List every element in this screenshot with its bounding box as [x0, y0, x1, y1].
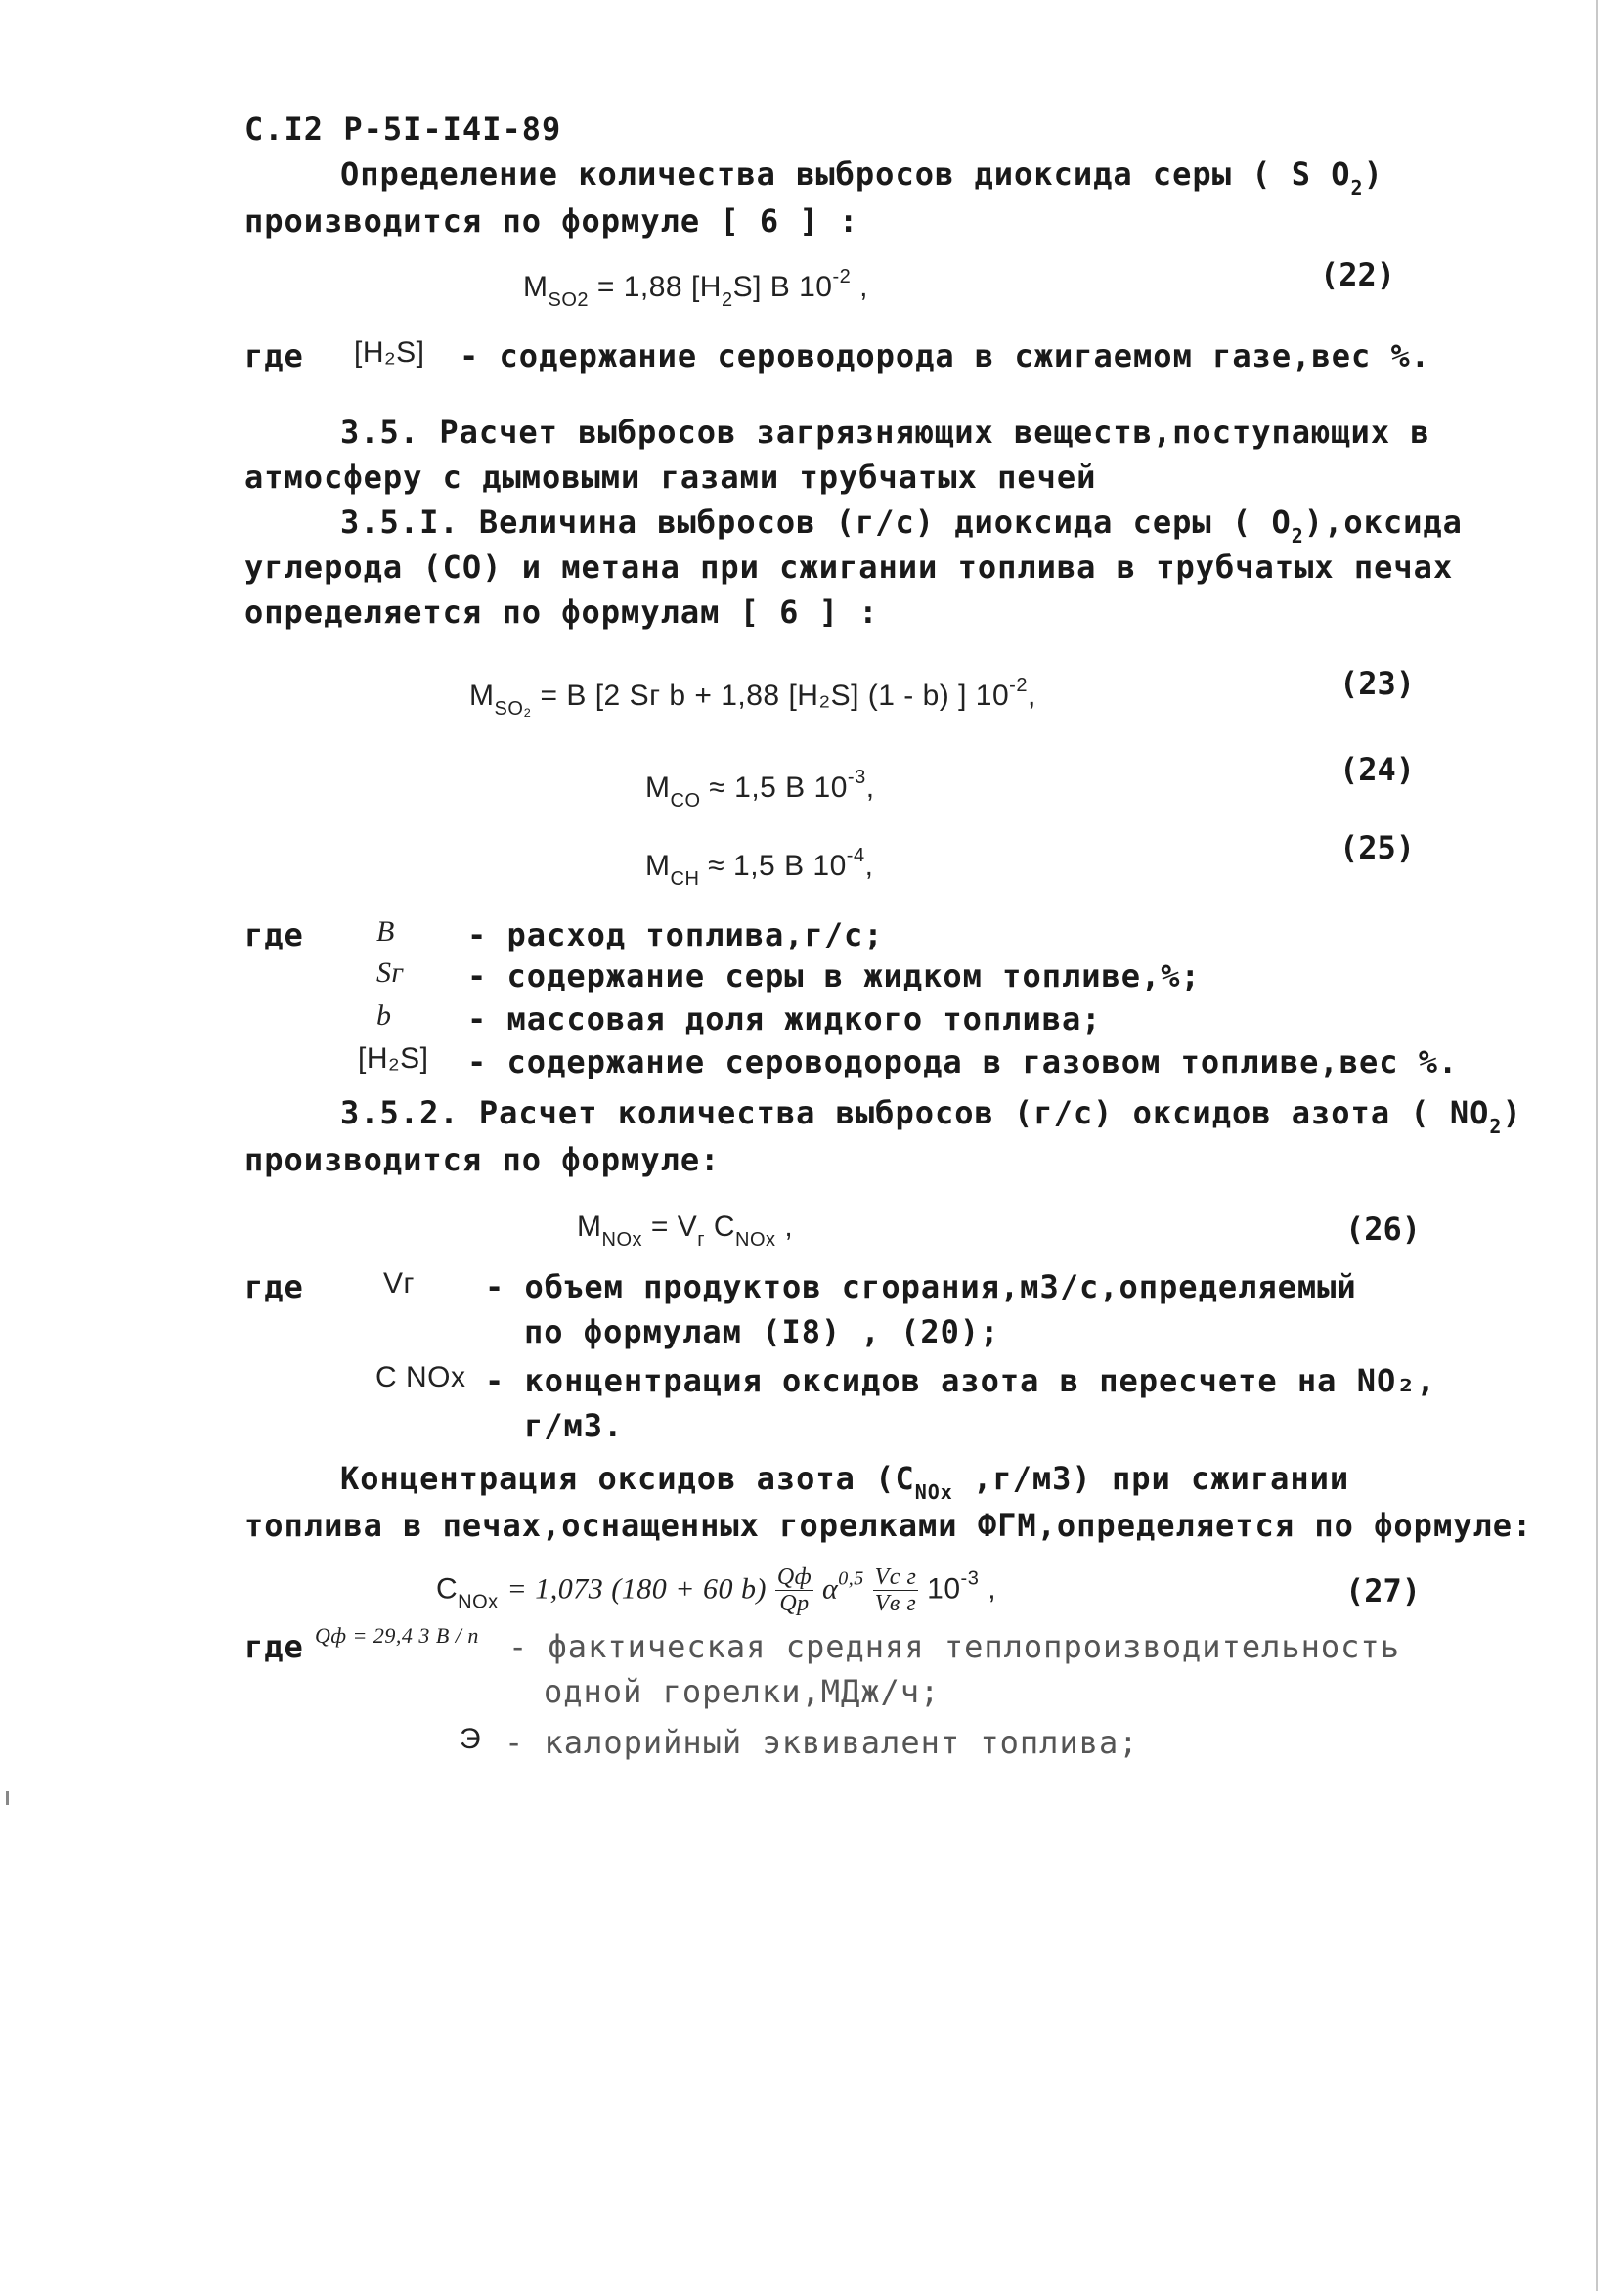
where-23-symbol-b: b [376, 999, 392, 1032]
where-23-text-h2s: - содержание сероводорода в газовом топливе,вес %. [467, 1043, 1459, 1080]
paragraph-so2-line2: производится по формуле [ 6 ] : [244, 202, 859, 240]
scan-margin-line [1596, 0, 1598, 2291]
section-3-5-1-line1: 3.5.I. Величина выбросов (г/с) диоксида серы ( $O_2),оксида$ [340, 504, 1463, 548]
equation-26: $M_{NOx} = V_г$ $C_{NOx}$ , [577, 1211, 794, 1251]
equation-number-22: (22) [1320, 256, 1396, 293]
section-3-5-2-line1: 3.5.2. Расчет количества выбросов (г/с) оксидов азота ( $NO_2$) [340, 1094, 1522, 1138]
page-header-code: С.I2 Р-5I-I4I-89 [244, 110, 562, 148]
where-22-prefix: где [244, 337, 304, 374]
section-3-5-2-line2: производится по формуле: [244, 1141, 721, 1178]
scan-speck [6, 1791, 9, 1805]
where-22-symbol: [H₂S] [354, 336, 425, 369]
equation-number-27: (27) [1345, 1572, 1422, 1609]
where-26-symbol-C: C NOx [375, 1361, 466, 1393]
equation-24: $M_{CO} \approx 1,5$ B $10^{-3}$, [645, 767, 875, 812]
paragraph-so2-line1: Определение количества выбросов диоксида серы ( S $O_2$) [340, 155, 1383, 199]
where-27-text-q: - фактическая средняя теплопроизводительность [508, 1628, 1400, 1665]
concentration-line2: топлива в печах,оснащенных горелками ФГМ,определяется по формуле: [244, 1507, 1533, 1544]
equation-27: $C_{NOx} = 1,073$ (180 + 60 b) $\frac{Qф}{Qр}$ $\alpha^{0,5}$ $\frac{\text{Vс г}}{\text{Vв г}}$ $10^{-3}$ , [436, 1564, 997, 1616]
section-3-5-line1: 3.5. Расчет выбросов загрязняющих веществ,поступающих в [340, 414, 1430, 451]
equation-number-25: (25) [1339, 829, 1416, 866]
where-26-cont-C: г/м3. [524, 1407, 624, 1444]
where-23-text-B: - расход топлива,г/с; [467, 916, 884, 953]
section-3-5-line2: атмосферу с дымовыми газами трубчатых печей [244, 459, 1097, 496]
where-22-text: - содержание сероводорода в сжигаемом газе,вес %. [460, 337, 1431, 374]
where-23-symbol-h2s: [H₂S] [358, 1042, 429, 1075]
section-3-5-1-line3: определяется по формулам [ 6 ] : [244, 594, 879, 631]
where-27-symbol-e: Э [460, 1723, 482, 1755]
where-26-prefix: где [244, 1268, 304, 1305]
fraction-v: $\frac{\text{Vс г}}{\text{Vв г}}$ [874, 1564, 917, 1616]
equation-23: $M_{SO_2} = B$ [2 Sᴦ b + 1,88 [H₂S] (1 - b) ] $10^{-2}$, [469, 675, 1036, 720]
fraction-q: $\frac{Qф}{Qр}$ [776, 1564, 812, 1616]
section-3-5-1-line2: углерода (CO) и метана при сжигании топлива в трубчатых печах [244, 549, 1454, 586]
where-23-symbol-S: Sᴦ [376, 956, 404, 989]
where-27-prefix: где [244, 1628, 304, 1665]
equation-number-26: (26) [1345, 1211, 1422, 1248]
where-26-text-V: - объем продуктов сгорания,м3/с,определяемый [485, 1268, 1357, 1305]
where-23-text-b: - массовая доля жидкого топлива; [467, 1000, 1102, 1037]
equation-number-23: (23) [1339, 665, 1416, 702]
where-27-text-e: - калорийный эквивалент топлива; [505, 1724, 1139, 1761]
where-27-symbol-q: Qф = 29,4 3 В / n [315, 1623, 479, 1648]
equation-22: $M_{SO2} = 1,88$ $[H_2S]$ B $10^{-2}$ , [523, 266, 868, 311]
where-26-text-C: - концентрация оксидов азота в пересчете на NO₂, [485, 1362, 1436, 1399]
equation-25: $M_{CH} \approx 1,5$ B $10^{-4}$, [645, 845, 874, 890]
where-26-symbol-V: Vг [383, 1267, 415, 1300]
where-23-prefix: где [244, 916, 304, 953]
where-26-cont-V: по формулам (I8) , (20); [524, 1313, 1000, 1350]
concentration-line1: Концентрация оксидов азота ($C_{NOx}$ ,г/м3) при сжигании [340, 1460, 1350, 1504]
where-23-text-S: - содержание серы в жидком топливе,%; [467, 957, 1201, 994]
where-27-cont-q: одной горелки,МДж/ч; [544, 1673, 941, 1710]
where-23-symbol-B: B [376, 915, 395, 947]
equation-number-24: (24) [1339, 751, 1416, 788]
